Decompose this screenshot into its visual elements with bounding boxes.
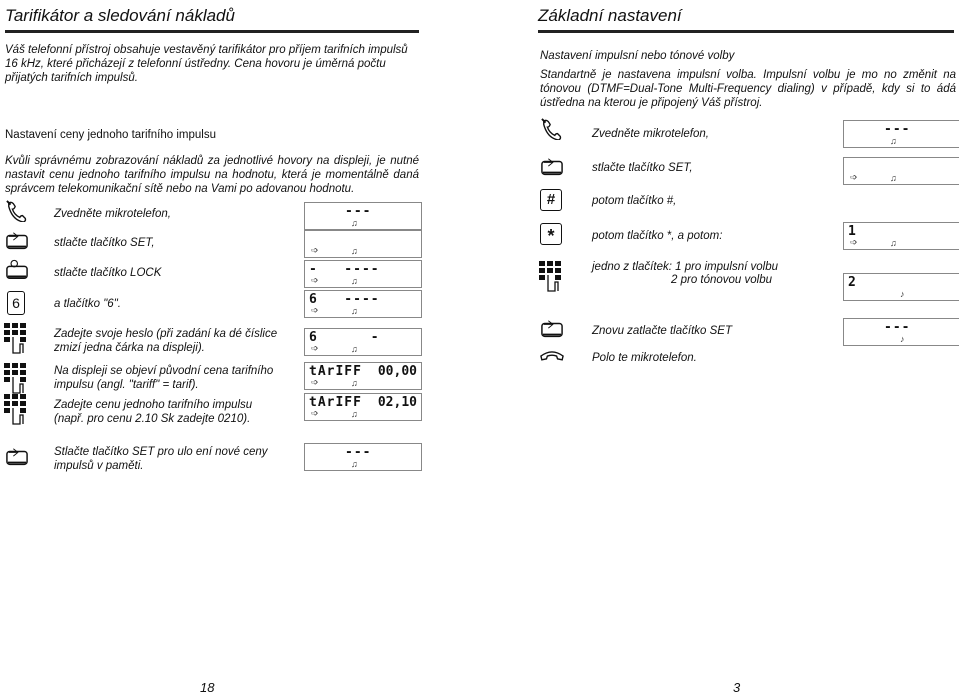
left-step-text: Zvedněte mikrotelefon, [54, 208, 171, 220]
lcd-display: --- ♫ [304, 202, 422, 230]
lcd-display: - ---- ➩ ♫ [304, 260, 422, 288]
right-section-text: Standartně je nastavena impulsní volba. Impulsní volbu je mo no změnit na tónovou (DTMF=Dual-Tone Multi-Frequency dialing) v případě, kdy si to ádá ústředna na kterou je připojený Váš přístroj. [540, 69, 956, 109]
handset-lift-icon [5, 200, 29, 222]
handset-lift-icon [540, 118, 564, 140]
lcd-display: ➩ ♫ [304, 230, 422, 258]
handset-down-icon [540, 346, 564, 368]
lcd-display: --- ♫ [304, 443, 422, 471]
right-page-number: 3 [733, 680, 741, 695]
set-button-icon [540, 318, 564, 340]
left-step-text: Stlačte tlačítko SET pro ulo ení nové ceny impulsů v paměti. [54, 446, 268, 472]
lcd-display: --- ♪ [843, 318, 959, 346]
keypad-icon [4, 362, 28, 396]
left-step-text: stlačte tlačítko SET, [54, 237, 155, 249]
right-step-text: Zvedněte mikrotelefon, [592, 128, 709, 140]
left-step-text: stlačte tlačítko LOCK [54, 267, 162, 279]
key-6-icon: 6 [7, 291, 25, 315]
left-step-text: Zadejte cenu jednoho tarifního impulsu (např. pro cenu 2.10 Sk zadejte 0210). [54, 399, 253, 425]
left-header-title: Tarifikátor a sledování nákladů [5, 6, 235, 25]
lcd-display: 2 ♪ [843, 273, 959, 301]
right-step-text: Polo te mikrotelefon. [592, 352, 697, 364]
lcd-display: 6 - ➩ ♫ [304, 328, 422, 356]
right-step-text: stlačte tlačítko SET, [592, 162, 693, 174]
set-button-icon [5, 230, 29, 252]
lcd-display: 6 ---- ➩ ♫ [304, 290, 422, 318]
lcd-display: tArIFF 02,10 ➩ ♫ [304, 393, 422, 421]
right-step-text: potom tlačítko *, a potom: [592, 230, 723, 242]
keypad-icon [4, 322, 28, 356]
lcd-display: 1 ➩ ♫ [843, 222, 959, 250]
left-page-number: 18 [200, 680, 215, 695]
lcd-display: tArIFF 00,00 ➩ ♫ [304, 362, 422, 390]
left-header [5, 0, 419, 33]
keypad-icon [4, 393, 28, 427]
right-step-text: jedno z tlačítek: 1 pro impulsní volbu [592, 261, 779, 273]
lock-button-icon [5, 259, 29, 281]
right-step-text: Znovu zatlačte tlačítko SET [592, 325, 732, 337]
left-intro: Váš telefonní přístroj obsahuje vestavěný tarifikátor pro příjem tarifních impulsů 16 kHz, které přicházejí z telefonní ústředny. Cena hovoru je úměrná počtu přijatých tarifních impulsů. [5, 44, 408, 84]
right-step-text-2: 2 pro tónovou volbu [671, 274, 773, 286]
keypad-icon [539, 260, 563, 294]
left-step-text: Zadejte svoje heslo (při zadání ka dé číslice zmizí jedna čárka na displeji). [54, 328, 278, 354]
left-section-title: Nastavení ceny jednoho tarifního impulsu [5, 129, 216, 141]
set-button-icon [540, 156, 564, 178]
left-step-text: Na displeji se objeví původní cena tarifního impulsu (angl. "tariff" = tarif). [54, 365, 274, 391]
right-step-text: potom tlačítko #, [592, 195, 677, 207]
set-button-icon [5, 446, 29, 468]
right-header-title: Základní nastavení [538, 6, 682, 25]
lcd-display: ➩ ♫ [843, 157, 959, 185]
left-section-text: Kvůli správnému zobrazování nákladů za jednotlivé hovory na displeji, je nutné nastavit cenu jednoho tarifního impulsu na hodnotu, která je momentálně daná správcem telekomunikační sítě nebo na Vami po adovanou hodnotu. [5, 155, 419, 195]
lcd-display: --- ♫ [843, 120, 959, 148]
hash-key-icon: # [540, 189, 562, 211]
right-section-title: Nastavení impulsní nebo tónové volby [540, 50, 735, 62]
star-key-icon: * [540, 223, 562, 245]
left-step-text: a tlačítko "6". [54, 298, 121, 310]
right-header [538, 0, 954, 33]
